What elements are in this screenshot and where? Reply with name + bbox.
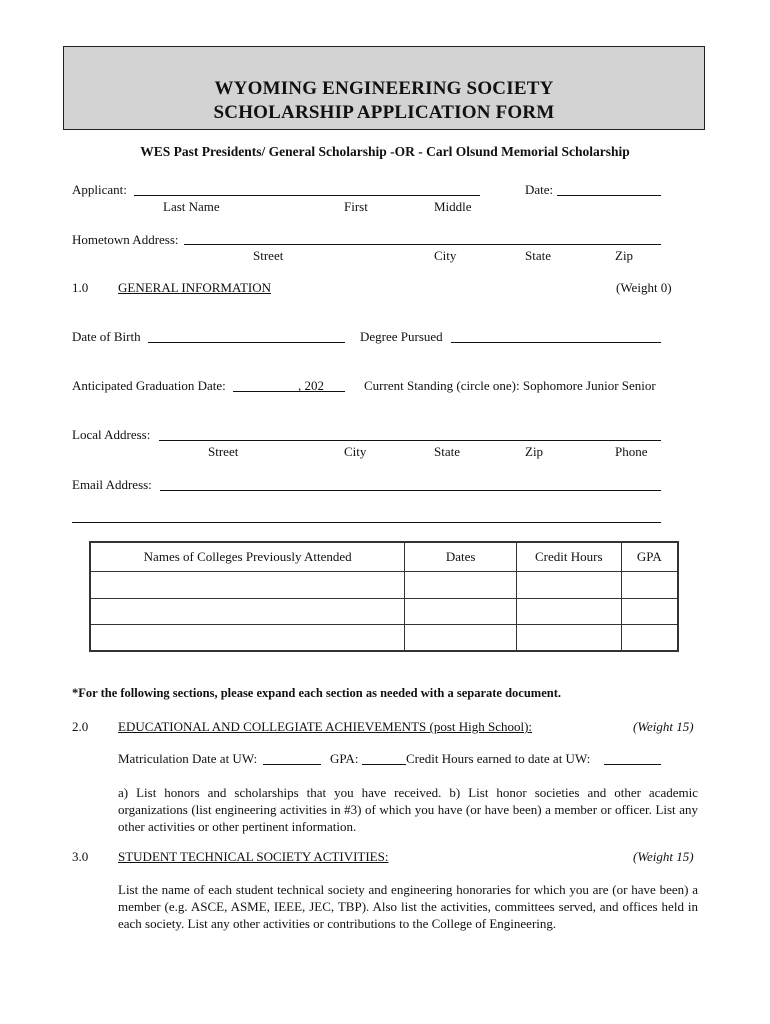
section2-instructions: a) List honors and scholarships that you have received. b) List honor societies and other academic organizations (list engineering activities in #3) of which you have (or have been) a member or officer. List any other activities or other pertinent information. [118,785,698,834]
graduation-year: , 202 [298,378,324,393]
hometown-city-caption: City [434,248,457,263]
hometown-state-caption: State [525,248,551,263]
col-header-dates: Dates [405,542,517,572]
table-row [90,572,678,598]
table-cell[interactable] [405,625,517,652]
scholarship-subtitle: WES Past Presidents/ General Scholarship -OR - Carl Olsund Memorial Scholarship [140,144,630,159]
hometown-zip-caption: Zip [615,248,634,263]
col-header-gpa: GPA [621,542,678,572]
credit-hours-line[interactable] [604,764,661,765]
table-cell[interactable] [90,572,405,598]
form-title-line1: WYOMING ENGINEERING SOCIETY [214,78,554,99]
section3-weight: (Weight 15) [633,849,694,864]
local-address-line[interactable] [159,440,661,441]
local-zip-caption: Zip [525,444,544,459]
gpa-label: GPA: [330,751,359,766]
section3-number: 3.0 [72,849,89,864]
graduation-date-line[interactable] [233,391,298,392]
local-city-caption: City [344,444,367,459]
dob-line[interactable] [148,342,345,343]
hometown-street-caption: Street [253,248,284,263]
email-label: Email Address: [72,477,152,492]
applicant-label: Applicant: [72,182,127,197]
extra-line[interactable] [72,522,661,523]
table-cell[interactable] [90,625,405,652]
section1-weight: (Weight 0) [616,280,672,295]
section1-number: 1.0 [72,280,89,295]
hometown-label: Hometown Address: [72,232,179,247]
matriculation-line[interactable] [263,764,321,765]
dob-label: Date of Birth [72,329,141,344]
col-header-colleges: Names of Colleges Previously Attended [90,542,405,572]
table-cell[interactable] [516,625,621,652]
header-box [63,46,705,130]
gpa-line[interactable] [362,764,406,765]
graduation-label: Anticipated Graduation Date: [72,378,226,393]
local-address-label: Local Address: [72,427,151,442]
table-cell[interactable] [516,598,621,624]
local-state-caption: State [434,444,460,459]
section2-title: EDUCATIONAL AND COLLEGIATE ACHIEVEMENTS (post High School): [118,719,533,734]
section2-number: 2.0 [72,719,89,734]
section1-title: GENERAL INFORMATION [118,280,271,295]
middle-name-caption: Middle [434,199,472,214]
table-cell[interactable] [621,598,678,624]
section3-instructions: List the name of each student technical society and engineering honoraries for which you are (or have been) a member (e.g. ASCE, ASME, IEEE, JEC, TBP). Also list the activities, committees served, and offices held in each society. List any other activities or contributions to the College of Engineering. [118,882,698,931]
graduation-year-line[interactable] [298,391,345,392]
table-cell[interactable] [516,572,621,598]
last-name-caption: Last Name [163,199,220,214]
table-cell[interactable] [621,625,678,652]
section2-weight: (Weight 15) [633,719,694,734]
first-name-caption: First [344,199,368,214]
local-street-caption: Street [208,444,239,459]
colleges-table [89,541,679,652]
email-line[interactable] [160,490,661,491]
current-standing[interactable]: Current Standing (circle one): Sophomore Junior Senior [364,378,656,393]
table-cell[interactable] [621,572,678,598]
date-label: Date: [525,182,554,197]
hometown-address-line[interactable] [184,244,661,245]
table-row [90,598,678,624]
col-header-credit-hours: Credit Hours [516,542,621,572]
table-cell[interactable] [405,572,517,598]
degree-label: Degree Pursued [360,329,443,344]
table-cell[interactable] [90,598,405,624]
table-header-row [90,542,678,572]
applicant-name-line[interactable] [134,195,480,196]
local-phone-caption: Phone [615,444,648,459]
credit-hours-label: Credit Hours earned to date at UW: [406,751,591,766]
matriculation-label: Matriculation Date at UW: [118,751,258,766]
section3-title: STUDENT TECHNICAL SOCIETY ACTIVITIES: [118,849,389,864]
expand-note: *For the following sections, please expand each section as needed with a separate document. [72,686,561,700]
form-title-line2: SCHOLARSHIP APPLICATION FORM [213,102,555,123]
date-line[interactable] [557,195,661,196]
table-cell[interactable] [405,598,517,624]
table-row [90,625,678,652]
degree-line[interactable] [451,342,661,343]
